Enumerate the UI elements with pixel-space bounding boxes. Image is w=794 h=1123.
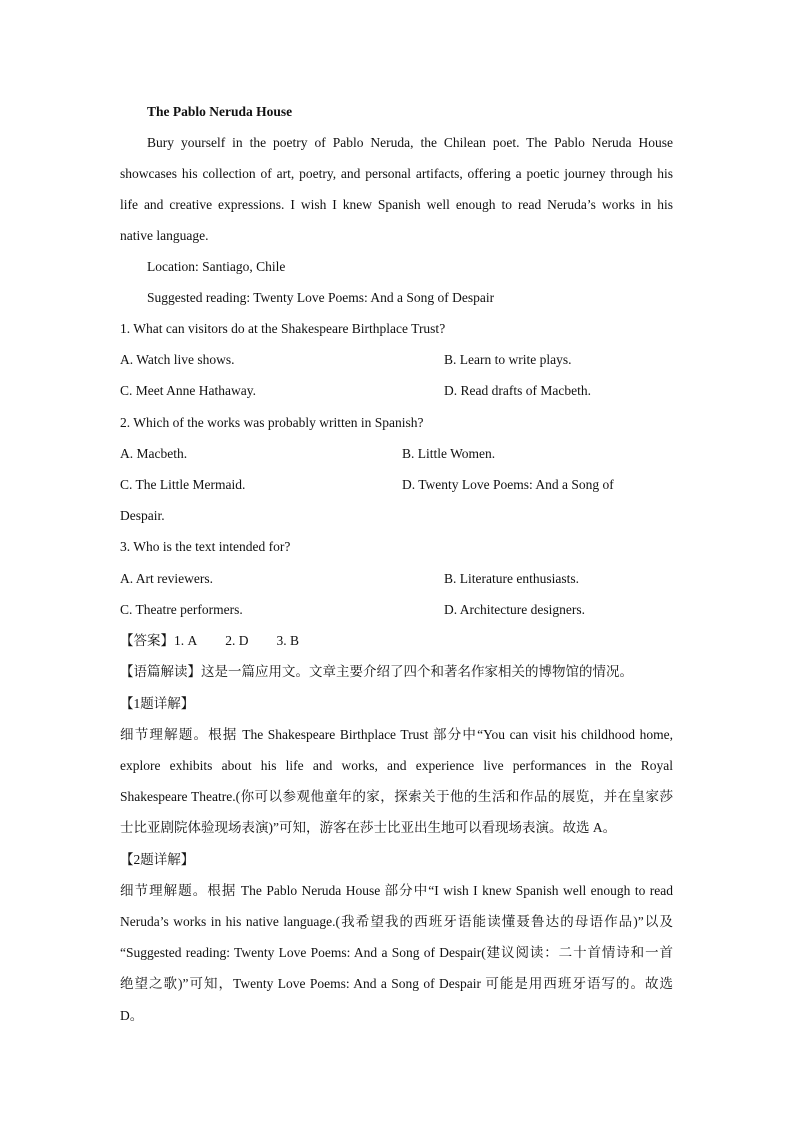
passage-line-1: Bury yourself in the poetry of Pablo Neruda, the Chilean poet. The Pablo Neruda House (147, 135, 673, 150)
detail-2-line-3: “Suggested reading: Twenty Love Poems: And a Song of Despair(建议阅读：二十首情诗和一首 (120, 945, 673, 960)
question-3-stem: 3. Who is the text intended for? (120, 539, 291, 554)
question-1-option-d: D. Read drafts of Macbeth. (444, 383, 591, 398)
question-3-option-d: D. Architecture designers. (444, 602, 585, 617)
interpretation-line (120, 662, 633, 682)
detail-2-line-2: Neruda’s works in his native language.(我希望我的西班牙语能读懂聂鲁达的母语作品)”以及 (120, 914, 673, 929)
passage-line-3: life and creative expressions. I wish I knew Spanish well enough to read Neruda’s works in his (120, 197, 673, 212)
passage-location: Location: Santiago, Chile (147, 259, 286, 274)
question-1-stem: 1. What can visitors do at the Shakespeare Birthplace Trust? (120, 321, 446, 336)
question-1-option-b: B. Learn to write plays. (444, 352, 572, 367)
question-2-stem: 2. Which of the works was probably written in Spanish? (120, 415, 424, 430)
detail-1-line-2: explore exhibits about his life and works, and experience live performances in the Royal (120, 758, 673, 773)
passage-line-4: native language. (120, 228, 209, 243)
detail-1-line-3: Shakespeare Theatre.(你可以参观他童年的家，探索关于他的生活和作品的展览，并在皇家莎 (120, 789, 673, 804)
detail-2-heading: 【2题详解】 (120, 852, 195, 867)
interpretation-text: 这是一篇应用文。文章主要介绍了四个和著名作家相关的博物馆的情况。 (201, 664, 633, 679)
detail-2-line-5: D。 (120, 1008, 144, 1023)
answer-line (120, 631, 299, 651)
answer-item-3: 3. B (276, 633, 300, 648)
question-2-option-b: B. Little Women. (402, 446, 496, 461)
question-2-option-d: D. Twenty Love Poems: And a Song of (402, 477, 614, 492)
interpretation-label: 【语篇解读】 (120, 664, 201, 679)
detail-2-line-4: 绝望之歌)”可知，Twenty Love Poems: And a Song of Despair 可能是用西班牙语写的。故选 (120, 976, 673, 991)
answer-item-2: 2. D (225, 633, 249, 648)
question-1-option-c: C. Meet Anne Hathaway. (120, 383, 256, 398)
detail-2-line-1: 细节理解题。根据 The Pablo Neruda House 部分中“I wish I knew Spanish well enough to read (120, 883, 673, 898)
detail-1-heading: 【1题详解】 (120, 696, 195, 711)
answer-item-1: 1. A (174, 633, 198, 648)
question-2-option-d-wrap: Despair. (120, 508, 165, 523)
detail-1-line-4: 士比亚剧院体验现场表演)”可知，游客在莎士比亚出生地可以看现场表演。故选 A。 (120, 820, 617, 835)
question-3-option-a: A. Art reviewers. (120, 571, 213, 586)
question-3-option-b: B. Literature enthusiasts. (444, 571, 579, 586)
question-2-option-c: C. The Little Mermaid. (120, 477, 246, 492)
question-1-option-a: A. Watch live shows. (120, 352, 235, 367)
answer-label: 【答案】 (120, 633, 174, 648)
question-2-option-a: A. Macbeth. (120, 446, 188, 461)
passage-title: The Pablo Neruda House (147, 104, 293, 119)
question-3-option-c: C. Theatre performers. (120, 602, 243, 617)
passage-line-2: showcases his collection of art, poetry, and personal artifacts, offering a poetic journey through his (120, 166, 673, 181)
detail-1-line-1: 细节理解题。根据 The Shakespeare Birthplace Trust 部分中“You can visit his childhood home, (120, 727, 673, 742)
passage-suggested-reading: Suggested reading: Twenty Love Poems: And a Song of Despair (147, 290, 495, 305)
